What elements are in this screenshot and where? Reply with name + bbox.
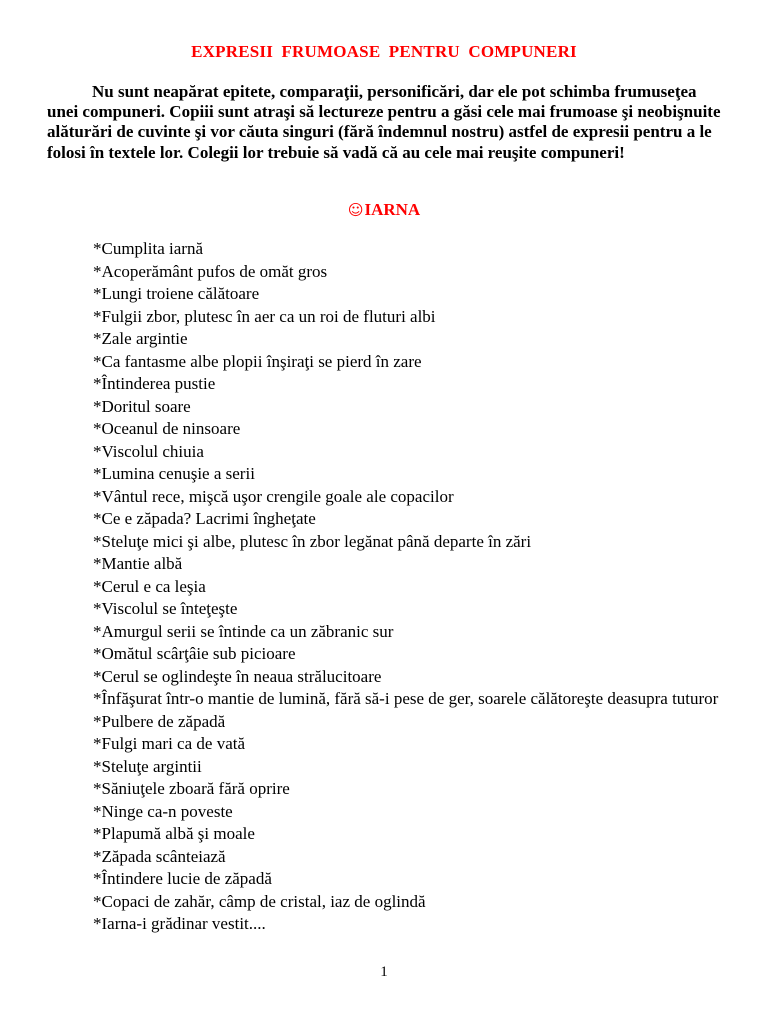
expression-item: *Ninge ca-n poveste [93, 801, 233, 821]
expression-item: *Iarna-i grădinar vestit.... [93, 914, 266, 933]
expression-item: *Cerul se oglindeşte în neaua strălucitoare [93, 666, 382, 686]
expression-item: *Plapumă albă şi moale [93, 824, 255, 843]
expression-item: *Omătul scârţâie sub picioare [93, 644, 296, 663]
expression-item: *Copaci de zahăr, câmp de cristal, iaz de oglindă [93, 891, 426, 911]
expression-item: *Lungi troiene călătoare [93, 284, 260, 303]
expression-item: *Acoperământ pufos de omăt gros [93, 261, 328, 281]
expression-item: *Pulbere de zăpadă [93, 711, 226, 731]
page-number: 1 [380, 964, 388, 980]
expression-item: *Steluţe mici şi albe, plutesc în zbor legănat până departe în zări [93, 531, 532, 551]
smiley-icon: ☺ [347, 201, 364, 219]
expression-item: *Fulgi mari ca de vată [93, 734, 246, 753]
expression-item: *Amurgul serii se întinde ca un zăbranic sur [93, 621, 394, 641]
expression-item: *Doritul soare [93, 396, 191, 416]
expression-item: *Mantie albă [93, 554, 183, 573]
expression-item: *Zăpada scânteiază [93, 846, 226, 866]
expression-item: *Cerul e ca leşia [93, 576, 206, 596]
expression-item: *Oceanul de ninsoare [93, 419, 241, 438]
expression-item: *Ce e zăpada? Lacrimi îngheţate [93, 509, 316, 528]
expression-item: *Zale argintie [93, 329, 188, 348]
expression-item: *Întindere lucie de zăpadă [93, 869, 272, 888]
document-title: EXPRESII FRUMOASE PENTRU COMPUNERI [191, 42, 577, 61]
expression-item: *Steluţe argintii [93, 756, 202, 776]
expression-item: *Întinderea pustie [93, 374, 216, 393]
expression-item: *Viscolul chiuia [93, 441, 204, 461]
expression-item: *Înfăşurat într-o mantie de lumină, fără să-i pese de ger, soarele călătoreşte deasupra tuturor [93, 689, 719, 708]
expression-item: *Lumina cenuşie a serii [93, 464, 255, 483]
section-heading [0, 200, 768, 220]
expression-item: *Ca fantasme albe plopii înşiraţi se pierd în zare [93, 351, 422, 371]
expression-item: *Săniuţele zboară fără oprire [93, 779, 290, 798]
section-heading-label: IARNA [364, 200, 421, 219]
expression-item: *Fulgii zbor, plutesc în aer ca un roi de fluturi albi [93, 306, 436, 326]
expressions-list [47, 238, 727, 936]
expression-item: *Vântul rece, mişcă uşor crengile goale ale copacilor [93, 486, 454, 506]
expression-item: *Cumplita iarnă [93, 239, 204, 258]
expression-item: *Viscolul se înteţeşte [93, 599, 238, 618]
intro-paragraph: Nu sunt neapărat epitete, comparaţii, personificări, dar ele pot schimba frumuseţea unei compuneri. Copiii sunt atraşi să lectureze pentru a găsi cele mai frumoase şi neobişnuite alăturări de cuvinte şi vor căuta singuri (fără îndemnul nostru) astfel de expresii pentru a le folosi în textele lor. Colegii lor trebuie să vadă că au cele mai reuşite compuneri! [47, 82, 721, 162]
